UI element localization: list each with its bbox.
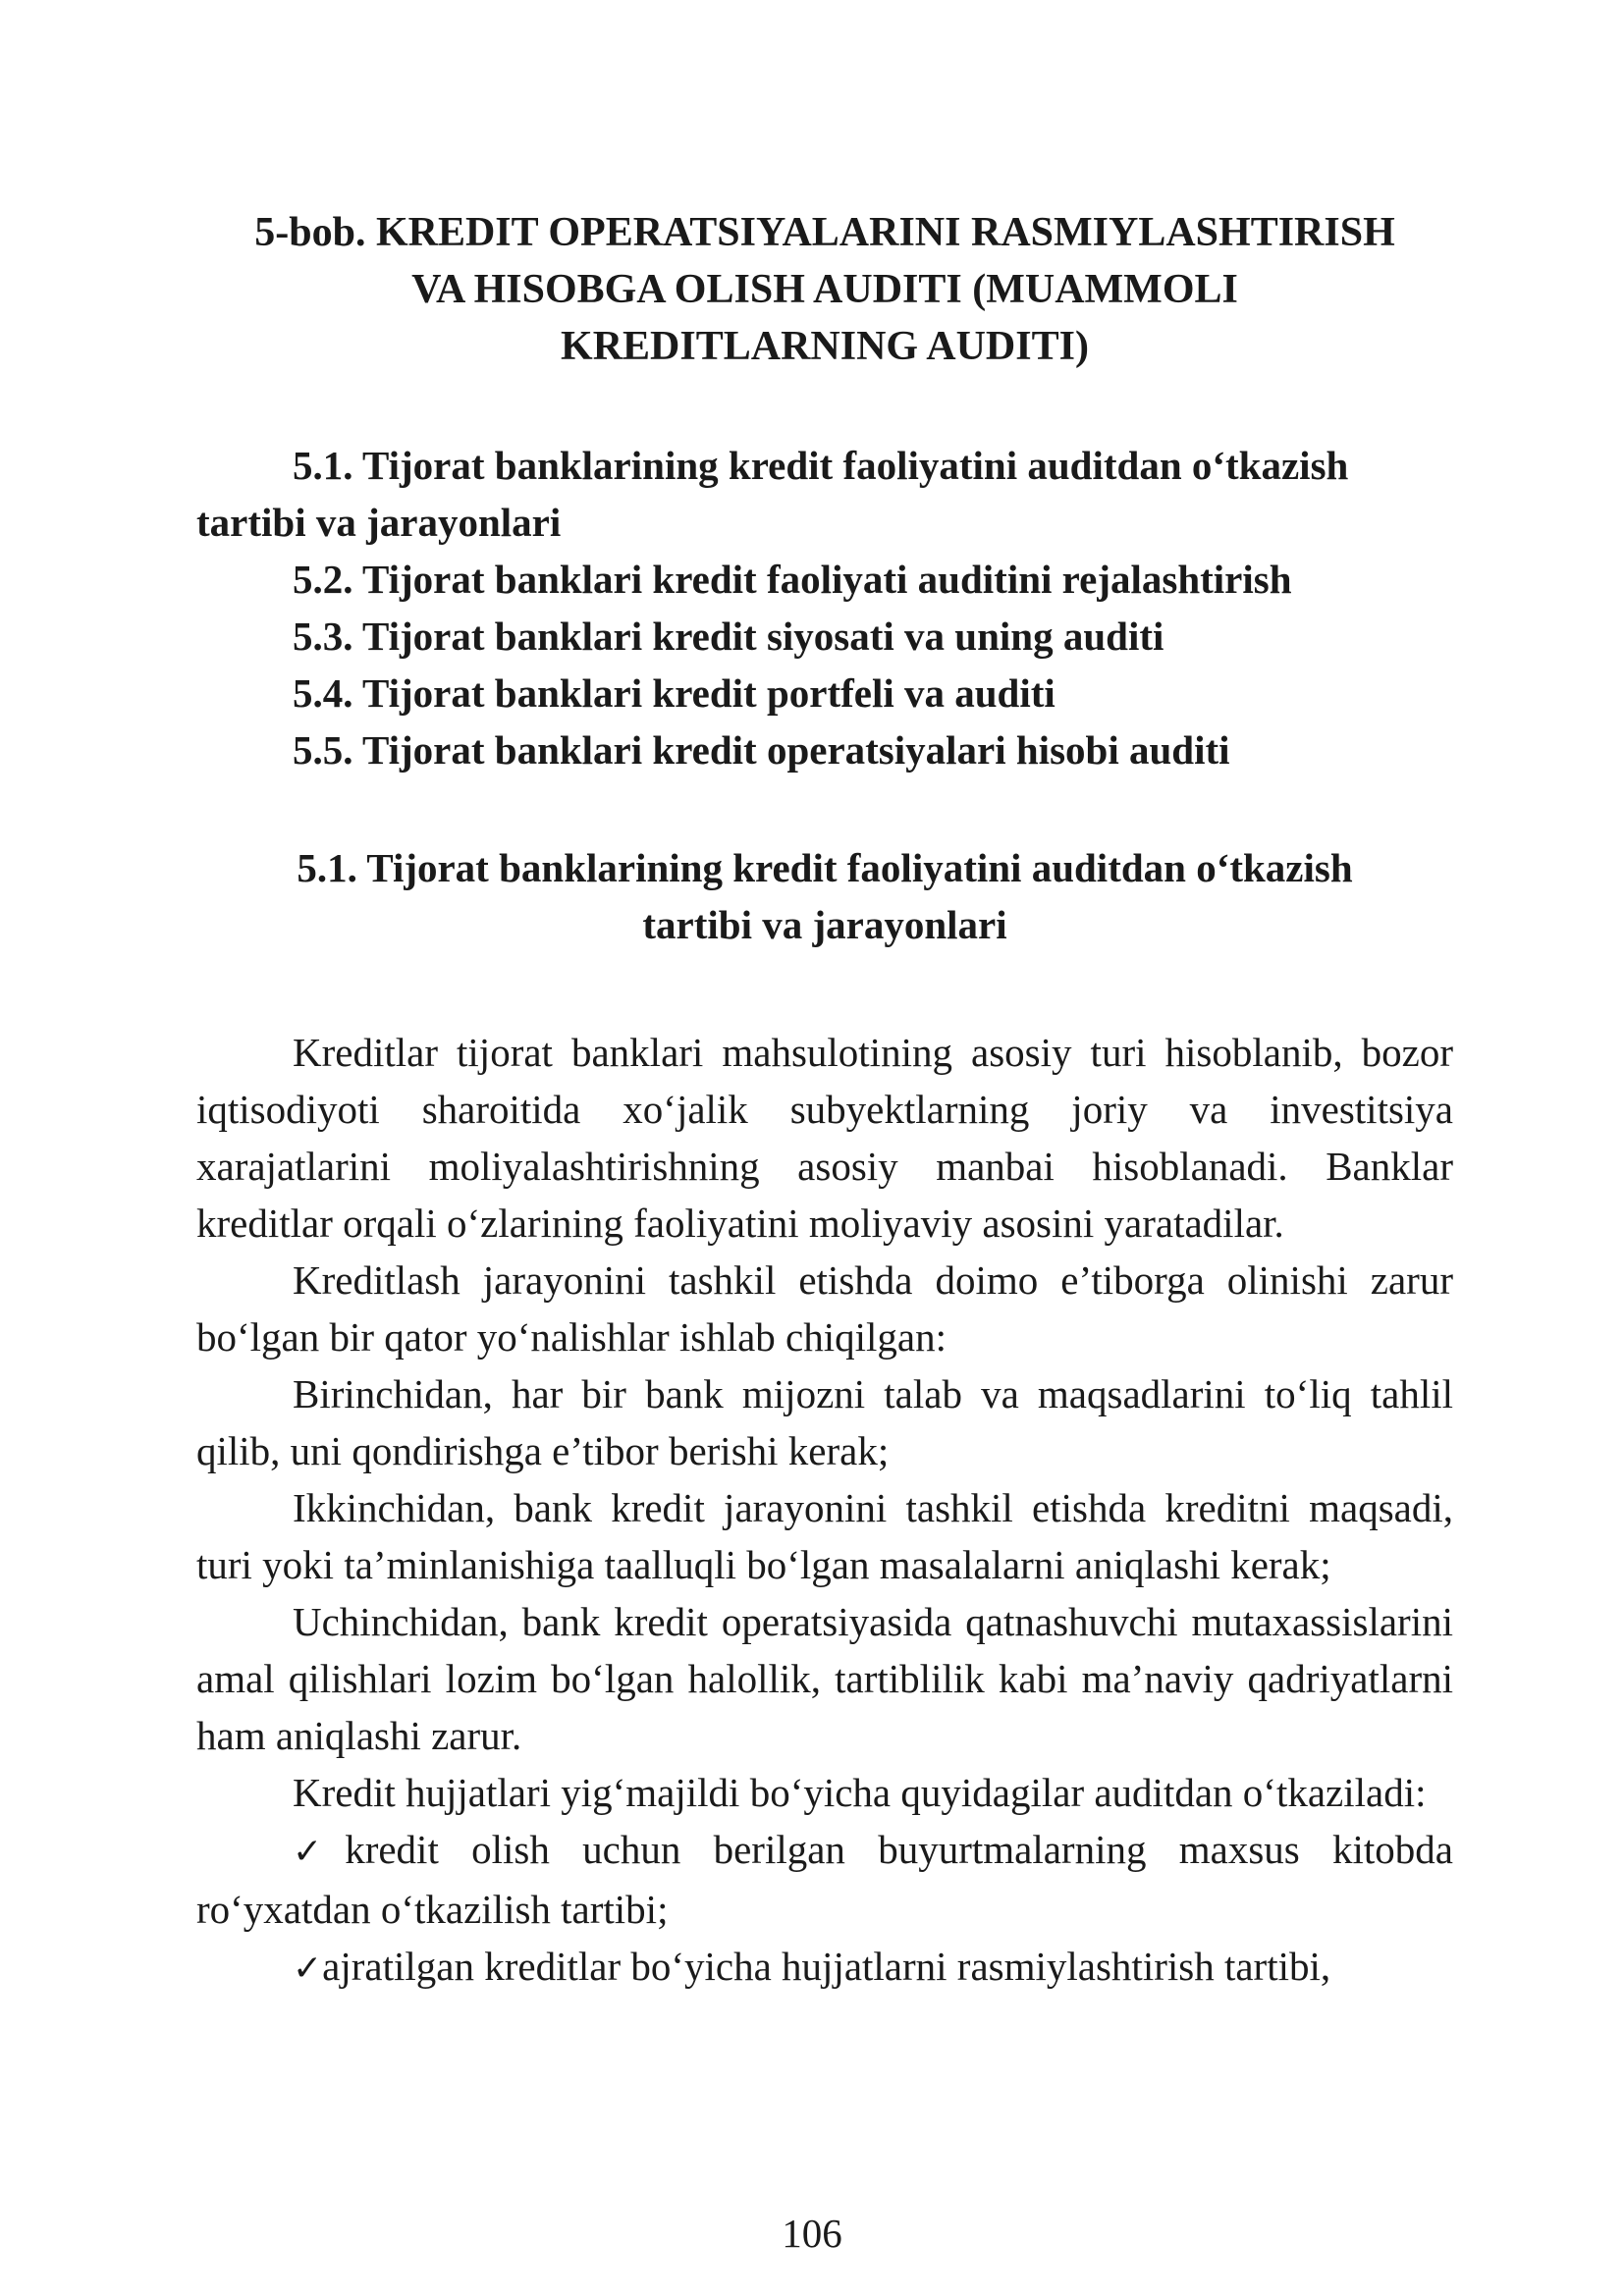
body-text	[196, 1024, 1453, 1998]
toc-item: 5.1. Tijorat banklarining kredit faoliyatini auditdan o‘tkazish tartibi va jarayonlari	[196, 443, 1349, 545]
section-heading-line: tartibi va jarayonlari	[642, 902, 1007, 947]
chapter-title	[196, 204, 1453, 375]
chapter-title-line: KREDITLARNING AUDITI)	[561, 324, 1089, 369]
toc-item: 5.3. Tijorat banklari kredit siyosati va uning auditi	[293, 614, 1164, 659]
paragraph: Ikkinchidan, bank kredit jarayonini tashkil etishda kreditni maqsadi, turi yoki ta’minlanishiga taalluqli bo‘lgan masalalarni aniqlashi kerak;	[196, 1485, 1453, 1587]
paragraph: Birinchidan, har bir bank mijozni talab va maqsadlarini to‘liq tahlil qilib, uni qondirishga e’tibor berishi kerak;	[196, 1371, 1453, 1473]
paragraph: Kreditlar tijorat banklari mahsulotining asosiy turi hisoblanib, bozor iqtisodiyoti sharoitida xo‘jalik subyektlarning joriy va investitsiya xarajatlarini moliyalashtirishning asosiy manbai hisoblanadi. Banklar kreditlar orqali o‘zlarining faoliyatini moliyaviy asosini yaratadilar.	[196, 1030, 1453, 1246]
bullet-item	[196, 1938, 1453, 1998]
chapter-title-line: 5-bob. KREDIT OPERATSIYALARINI RASMIYLASHTIRISH	[254, 210, 1395, 255]
toc-item: 5.4. Tijorat banklari kredit portfeli va auditi	[293, 670, 1056, 716]
checkmark-icon: ✓	[293, 1949, 323, 1989]
table-of-contents	[196, 437, 1453, 778]
document-page	[196, 204, 1453, 1998]
section-heading-line: 5.1. Tijorat banklarining kredit faoliyatini auditdan o‘tkazish	[297, 845, 1353, 890]
paragraph: Kredit hujjatlari yig‘majildi bo‘yicha quyidagilar auditdan o‘tkaziladi:	[293, 1770, 1427, 1815]
bullet-text: kredit olish uchun berilgan buyurtmalarning maxsus kitobda ro‘yxatdan o‘tkazilish tartibi;	[196, 1827, 1453, 1932]
paragraph: Uchinchidan, bank kredit operatsiyasida qatnashuvchi mutaxassislarini amal qilishlari lozim bo‘lgan halollik, tartiblilik kabi ma’naviy qadriyatlarni ham aniqlashi zarur.	[196, 1599, 1453, 1758]
bullet-text: ajratilgan kreditlar bo‘yicha hujjatlarni rasmiylashtirish tartibi,	[322, 1944, 1331, 1989]
toc-item: 5.2. Tijorat banklari kredit faoliyati auditini rejalashtirish	[293, 557, 1292, 602]
chapter-title-line: VA HISOBGA OLISH AUDITI (MUAMMOLI	[411, 267, 1238, 312]
toc-item: 5.5. Tijorat banklari kredit operatsiyalari hisobi auditi	[293, 727, 1230, 773]
checkmark-icon: ✓	[293, 1832, 346, 1872]
bullet-item	[196, 1821, 1453, 1938]
paragraph: Kreditlash jarayonini tashkil etishda doimo e’tiborga olinishi zarur bo‘lgan bir qator yo‘nalishlar ishlab chiqilgan:	[196, 1257, 1453, 1360]
page-number: 106	[782, 2211, 842, 2256]
section-heading	[196, 839, 1453, 953]
